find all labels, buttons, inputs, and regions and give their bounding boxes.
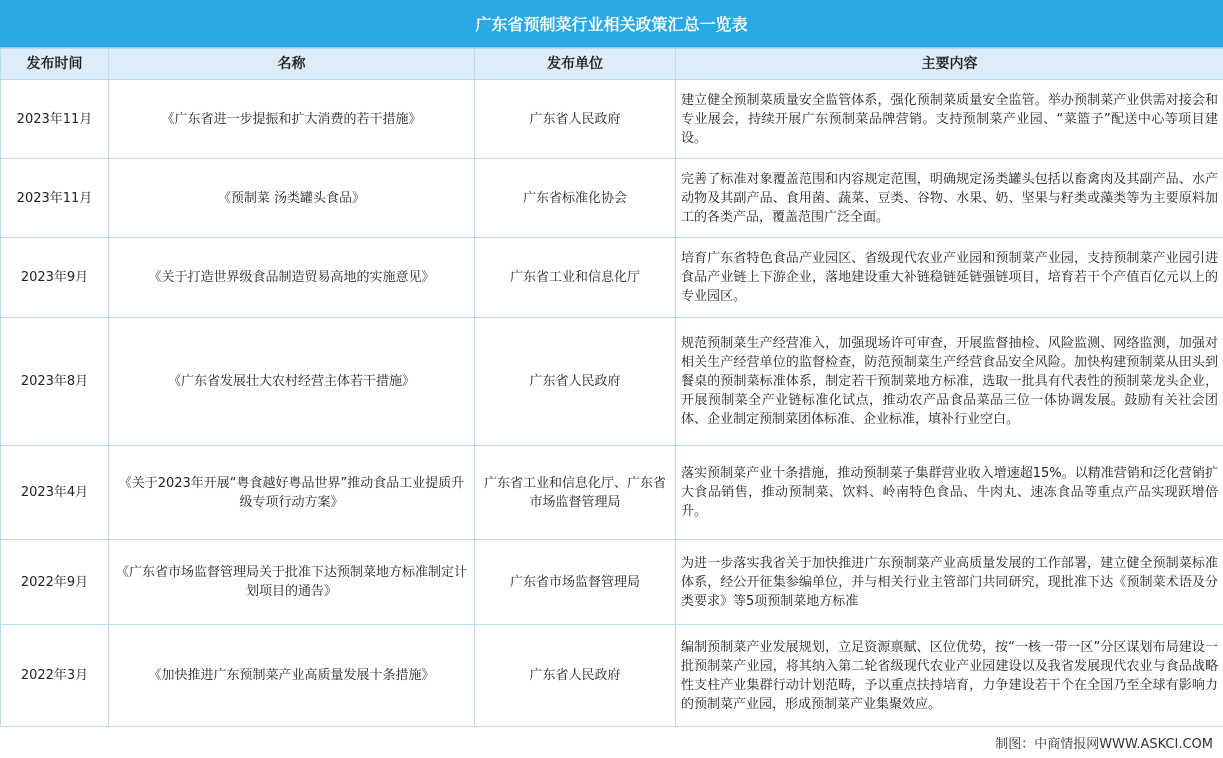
cell-date: 2023年8月	[1, 318, 109, 446]
header-issuer: 发布单位	[475, 49, 676, 80]
cell-date: 2023年11月	[1, 159, 109, 238]
cell-name: 《广东省发展壮大农村经营主体若干措施》	[109, 318, 475, 446]
table-row	[1, 446, 1223, 540]
cell-name: 《关于打造世界级食品制造贸易高地的实施意见》	[109, 238, 475, 318]
table-row	[1, 238, 1223, 318]
cell-issuer: 广东省市场监督管理局	[475, 540, 676, 625]
header-content: 主要内容	[676, 49, 1223, 80]
table-row	[1, 318, 1223, 446]
table-row	[1, 540, 1223, 625]
cell-name: 《广东省进一步提振和扩大消费的若干措施》	[109, 80, 475, 159]
cell-name: 《关于2023年开展“粤食越好粤品世界”推动食品工业提质升级专项行动方案》	[109, 446, 475, 540]
cell-issuer: 广东省工业和信息化厅、广东省市场监督管理局	[475, 446, 676, 540]
cell-name: 《广东省市场监督管理局关于批准下达预制菜地方标准制定计划项目的通告》	[109, 540, 475, 625]
cell-date: 2023年11月	[1, 80, 109, 159]
cell-content: 为进一步落实我省关于加快推进广东预制菜产业高质量发展的工作部署，建立健全预制菜标准体系，经公开征集参编单位，并与相关行业主管部门共同研究，现批准下达《预制菜术语及分类要求》等5项预制菜地方标准	[676, 540, 1223, 625]
cell-content: 编制预制菜产业发展规划，立足资源禀赋、区位优势，按“一核一带一区”分区谋划布局建设一批预制菜产业园，将其纳入第二轮省级现代农业产业园建设以及我省发展现代农业与食品战略性支柱产业集群行动计划范畴，予以重点扶持培育，力争建设若干个在全国乃至全球有影响力的预制菜产业园，形成预制菜产业集聚效应。	[676, 625, 1223, 727]
cell-issuer: 广东省人民政府	[475, 625, 676, 727]
cell-content: 规范预制菜生产经营准入，加强现场许可审查，开展监督抽检、风险监测、网络监测，加强对相关生产经营单位的监督检查，防范预制菜生产经营食品安全风险。加快构建预制菜从田头到餐桌的预制菜标准体系，制定若干预制菜地方标准，选取一批具有代表性的预制菜龙头企业，开展预制菜全产业链标准化试点，推动农产品食品菜品三位一体协调发展。鼓励有关社会团体、企业制定预制菜团体标准、企业标准，填补行业空白。	[676, 318, 1223, 446]
table-row	[1, 80, 1223, 159]
cell-issuer: 广东省标准化协会	[475, 159, 676, 238]
table-row	[1, 625, 1223, 727]
header-row	[1, 49, 1223, 80]
table-title: 广东省预制菜行业相关政策汇总一览表	[0, 0, 1223, 48]
cell-content: 落实预制菜产业十条措施，推动预制菜子集群营业收入增速超15%。以精准营销和泛化营销扩大食品销售，推动预制菜、饮料、岭南特色食品、牛肉丸、速冻食品等重点产品实现跃增倍升。	[676, 446, 1223, 540]
cell-issuer: 广东省人民政府	[475, 318, 676, 446]
cell-issuer: 广东省人民政府	[475, 80, 676, 159]
cell-name: 《预制菜 汤类罐头食品》	[109, 159, 475, 238]
header-date: 发布时间	[1, 49, 109, 80]
cell-content: 完善了标准对象覆盖范围和内容规定范围，明确规定汤类罐头包括以畜禽肉及其副产品、水产动物及其副产品、食用菌、蔬菜、豆类、谷物、水果、奶、坚果与籽类或藻类等为主要原料加工的各类产品，覆盖范围广泛全面。	[676, 159, 1223, 238]
source-credit: 制图：中商情报网WWW.ASKCI.COM	[995, 737, 1213, 752]
table-row	[1, 159, 1223, 238]
cell-date: 2023年4月	[1, 446, 109, 540]
policy-table	[0, 48, 1223, 727]
cell-content: 培育广东省特色食品产业园区、省级现代农业产业园和预制菜产业园，支持预制菜产业园引进食品产业链上下游企业，落地建设重大补链稳链延链强链项目，培育若干个产值百亿元以上的专业园区。	[676, 238, 1223, 318]
cell-name: 《加快推进广东预制菜产业高质量发展十条措施》	[109, 625, 475, 727]
header-name: 名称	[109, 49, 475, 80]
cell-date: 2022年9月	[1, 540, 109, 625]
cell-content: 建立健全预制菜质量安全监管体系，强化预制菜质量安全监管。举办预制菜产业供需对接会和专业展会，持续开展广东预制菜品牌营销。支持预制菜产业园、“菜篮子”配送中心等项目建设。	[676, 80, 1223, 159]
cell-issuer: 广东省工业和信息化厅	[475, 238, 676, 318]
cell-date: 2023年9月	[1, 238, 109, 318]
cell-date: 2022年3月	[1, 625, 109, 727]
